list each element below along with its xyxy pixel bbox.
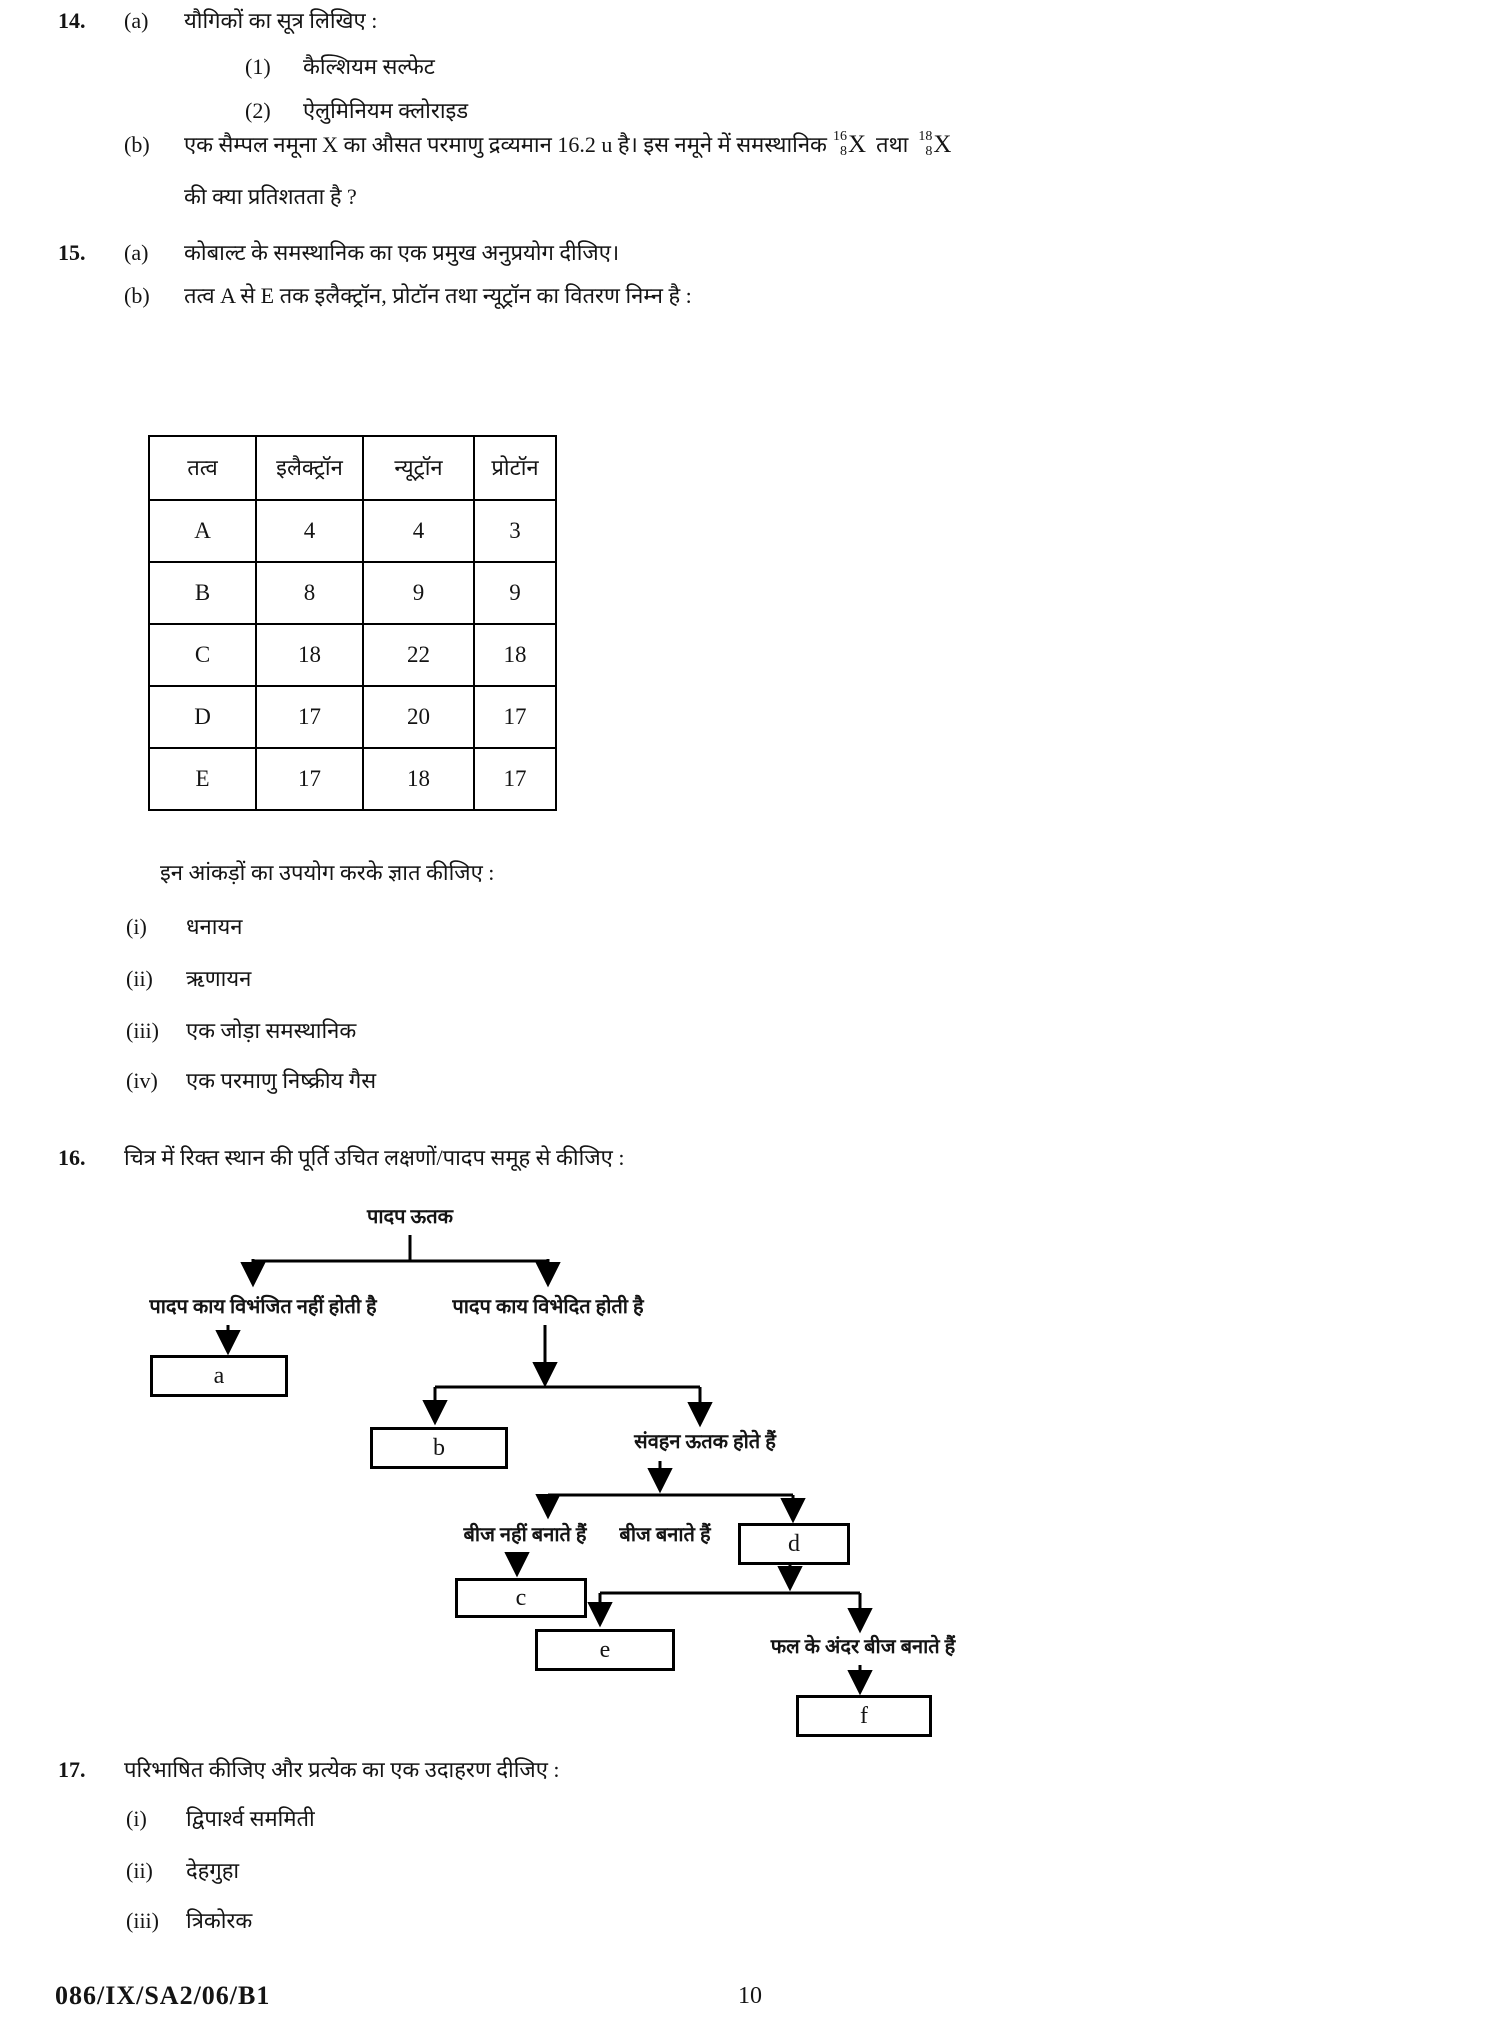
q15-item-iii	[126, 1016, 356, 1046]
item-text: द्विपार्श्व सममिती	[186, 1806, 315, 1831]
element-distribution-table	[148, 435, 557, 811]
column-header-neutron: न्यूट्रॉन	[363, 436, 474, 500]
question-text: की क्या प्रतिशतता है ?	[184, 184, 357, 209]
item-text: ऋणायन	[186, 966, 252, 991]
part-label: (a)	[124, 8, 149, 33]
item-label: (2)	[245, 98, 271, 123]
cell-neutrons: 20	[363, 686, 474, 748]
question-number: 14.	[58, 8, 86, 33]
cell-element: E	[149, 748, 256, 810]
part-label: (a)	[124, 240, 149, 265]
part-label: (b)	[124, 283, 150, 308]
isotope-numbers	[833, 130, 847, 159]
question-number: 15.	[58, 240, 86, 265]
cell-element: B	[149, 562, 256, 624]
cell-neutrons: 4	[363, 500, 474, 562]
item-label: (iv)	[126, 1068, 158, 1093]
flow-seeds-label: बीज बनाते हैं	[619, 1524, 711, 1546]
item-text: देहगुहा	[186, 1858, 240, 1883]
cell-electrons: 8	[256, 562, 363, 624]
table-row	[149, 500, 556, 562]
table-body	[149, 500, 556, 810]
question-text: चित्र में रिक्त स्थान की पूर्ति उचित लक्षणों/पादप समूह से कीजिए :	[124, 1145, 625, 1170]
q15-item-ii	[126, 964, 251, 994]
element-symbol: X	[933, 131, 952, 158]
q17-item-iii	[126, 1906, 252, 1936]
q17-item-ii	[126, 1856, 239, 1886]
element-symbol: X	[847, 131, 867, 158]
q14-a-item-2	[245, 96, 468, 126]
question-17-header	[58, 1755, 560, 1785]
blank-box-e: e	[535, 1629, 675, 1671]
q14-a-item-1	[245, 52, 435, 82]
cell-protons: 18	[474, 624, 556, 686]
cell-neutrons: 22	[363, 624, 474, 686]
item-text: ऐलुमिनियम क्लोराइड	[303, 98, 469, 123]
q17-item-i	[126, 1804, 315, 1834]
question-text: एक सैम्पल नमूना X का औसत परमाणु द्रव्यमान 16.2 u है। इस नमूने में समस्थानिक	[184, 132, 827, 158]
column-header-proton: प्रोटॉन	[474, 436, 556, 500]
blank-box-d: d	[738, 1523, 850, 1565]
item-label: (i)	[126, 914, 147, 939]
item-text: एक जोड़ा समस्थानिक	[186, 1018, 357, 1043]
q15-b-line	[124, 281, 692, 311]
table-row	[149, 562, 556, 624]
item-text: एक परमाणु निष्क्रीय गैस	[186, 1068, 377, 1093]
item-label: (i)	[126, 1806, 147, 1831]
flow-root-label: पादप ऊतक	[367, 1206, 453, 1228]
paper-code: 086/IX/SA2/06/B1	[55, 1981, 271, 2010]
column-header-element: तत्व	[149, 436, 256, 500]
cell-protons: 9	[474, 562, 556, 624]
flowchart-connectors	[0, 1195, 1000, 1755]
item-text: कैल्शियम सल्फेट	[303, 54, 435, 79]
mass-number: 16	[832, 129, 847, 145]
item-label: (iii)	[126, 1018, 159, 1043]
isotope-notation-18-8-X	[918, 128, 951, 162]
blank-box-a: a	[150, 1355, 288, 1397]
q15-item-i	[126, 912, 242, 942]
cell-protons: 17	[474, 686, 556, 748]
item-label: (ii)	[126, 966, 153, 991]
cell-protons: 3	[474, 500, 556, 562]
question-14-header	[58, 6, 377, 36]
column-header-electron: इलैक्ट्रॉन	[256, 436, 363, 500]
cell-electrons: 17	[256, 748, 363, 810]
question-text: यौगिकों का सूत्र लिखिए :	[184, 8, 378, 33]
item-text: धनायन	[186, 914, 243, 939]
conjunction-text: तथा	[876, 132, 909, 158]
flow-left-branch-label: पादप काय विभंजित नहीं होती है	[149, 1296, 377, 1318]
table-header	[149, 436, 556, 500]
isotope-notation-16-8-X	[833, 128, 866, 162]
flow-vascular-label: संवहन ऊतक होते हैं	[634, 1431, 776, 1453]
q14-b-line2	[184, 182, 357, 212]
flow-fruit-seeds-label: फल के अंदर बीज बनाते हैं	[770, 1636, 956, 1658]
atomic-number: 8	[925, 143, 933, 159]
question-text: कोबाल्ट के समस्थानिक का एक प्रमुख अनुप्रयोग दीजिए।	[184, 240, 620, 265]
part-label: (b)	[124, 132, 150, 158]
item-label: (1)	[245, 54, 271, 79]
blank-box-f: f	[796, 1695, 932, 1737]
plant-tissue-flowchart	[0, 1195, 1000, 1755]
mass-number: 18	[918, 129, 933, 145]
cell-neutrons: 18	[363, 748, 474, 810]
flow-no-seeds-label: बीज नहीं बनाते हैं	[463, 1524, 587, 1546]
q14-b-line1	[124, 128, 957, 162]
question-text: तत्व A से E तक इलैक्ट्रॉन, प्रोटॉन तथा न्यूट्रॉन का वितरण निम्न है :	[184, 283, 692, 308]
question-text: परिभाषित कीजिए और प्रत्येक का एक उदाहरण दीजिए :	[124, 1757, 560, 1782]
cell-neutrons: 9	[363, 562, 474, 624]
isotope-numbers	[918, 130, 932, 159]
table-header-row	[149, 436, 556, 500]
table-row	[149, 686, 556, 748]
cell-electrons: 4	[256, 500, 363, 562]
item-label: (ii)	[126, 1858, 153, 1883]
q15-item-iv	[126, 1066, 376, 1096]
table-row	[149, 624, 556, 686]
page-number: 10	[738, 1983, 762, 2009]
cell-electrons: 18	[256, 624, 363, 686]
flow-right-branch-label: पादप काय विभेदित होती है	[452, 1296, 644, 1318]
item-text: त्रिकोरक	[186, 1908, 253, 1933]
item-label: (iii)	[126, 1908, 159, 1933]
cell-element: A	[149, 500, 256, 562]
intro-text: इन आंकड़ों का उपयोग करके ज्ञात कीजिए :	[160, 860, 495, 885]
q15-data-intro	[160, 858, 494, 888]
question-16-header	[58, 1143, 624, 1173]
atomic-number: 8	[839, 143, 847, 159]
blank-box-b: b	[370, 1427, 508, 1469]
cell-element: C	[149, 624, 256, 686]
cell-protons: 17	[474, 748, 556, 810]
blank-box-c: c	[455, 1578, 587, 1618]
table-row	[149, 748, 556, 810]
cell-element: D	[149, 686, 256, 748]
question-15-header	[58, 238, 619, 268]
question-number: 16.	[58, 1145, 86, 1170]
question-number: 17.	[58, 1757, 86, 1782]
cell-electrons: 17	[256, 686, 363, 748]
